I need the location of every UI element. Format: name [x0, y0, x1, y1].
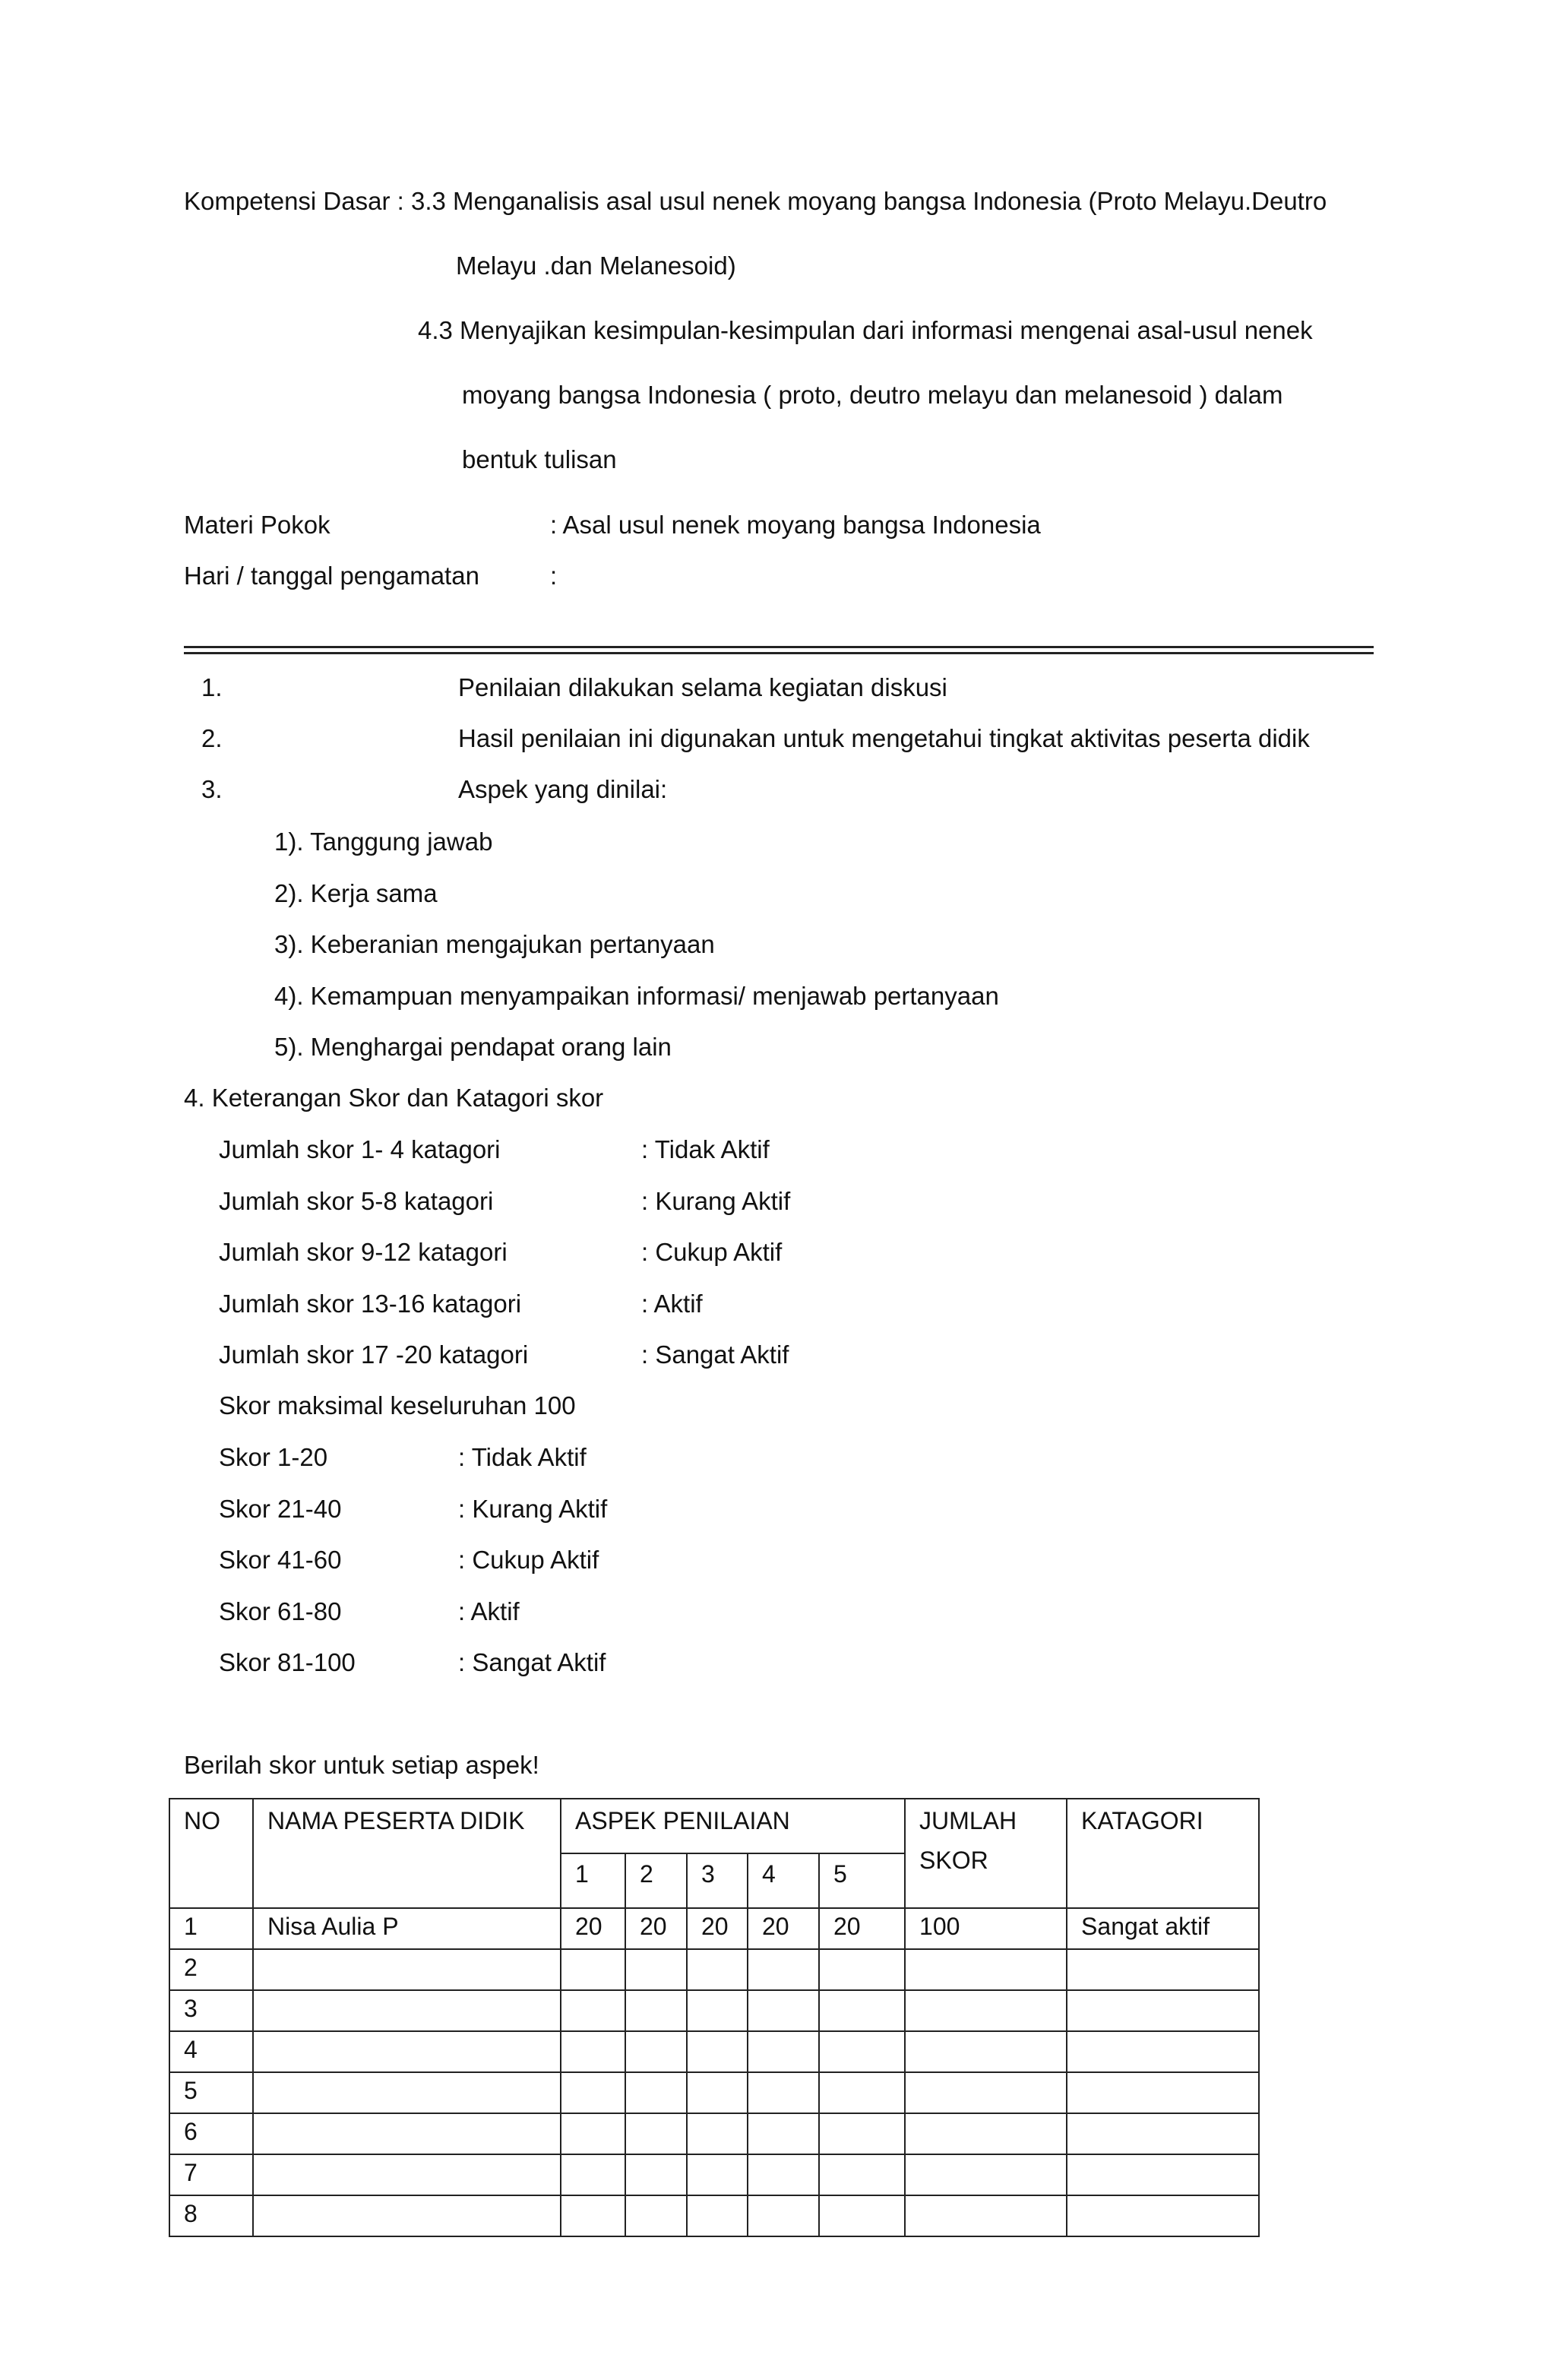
row-jumlah-cell: [905, 2072, 1067, 2113]
row-nama-cell: [253, 2113, 561, 2154]
row-katagori-cell: [1067, 2072, 1259, 2113]
header-aspek-1: 1: [561, 1853, 625, 1908]
category-value: : Kurang Aktif: [641, 1186, 791, 1215]
row-no-cell: 6: [169, 2113, 253, 2154]
table-row: [169, 2154, 1259, 2195]
range-value: : Tidak Aktif: [458, 1443, 587, 1471]
row-score-cell: [748, 2154, 819, 2195]
range-label: Skor 1-20: [219, 1443, 328, 1471]
range-label: Skor 81-100: [219, 1648, 356, 1676]
row-katagori-cell: [1067, 1949, 1259, 1990]
row-score-cell: [561, 2113, 625, 2154]
kompetensi-dasar-line: Kompetensi Dasar : 3.3 Menganalisis asal usul nenek moyang bangsa Indonesia (Proto Melayu.Deutro: [184, 187, 1327, 215]
row-no-cell: 8: [169, 2195, 253, 2236]
row-score-cell: [561, 1949, 625, 1990]
row-nama-cell: [253, 2031, 561, 2072]
row-score-cell: [687, 2195, 748, 2236]
row-score-cell: [748, 2031, 819, 2072]
divider-top-line: [184, 646, 1374, 648]
row-score-cell: 20: [819, 1908, 905, 1949]
hari-tanggal-value: :: [550, 562, 558, 590]
header-katagori: KATAGORI: [1067, 1799, 1259, 1908]
row-score-cell: [625, 2195, 687, 2236]
category-value: : Sangat Aktif: [641, 1340, 789, 1369]
row-jumlah-cell: [905, 1949, 1067, 1990]
category-label: Jumlah skor 5-8 katagori: [219, 1186, 494, 1215]
row-score-cell: [625, 1949, 687, 1990]
category-value: : Cukup Aktif: [641, 1238, 783, 1266]
row-score-cell: [819, 2031, 905, 2072]
category-label: Jumlah skor 1- 4 katagori: [219, 1135, 501, 1163]
row-score-cell: [819, 1949, 905, 1990]
hari-tanggal-label: Hari / tanggal pengamatan: [184, 562, 479, 590]
range-label: Skor 21-40: [219, 1494, 342, 1523]
row-score-cell: [687, 2154, 748, 2195]
row-no-cell: 3: [169, 1990, 253, 2031]
header-aspek-5: 5: [819, 1853, 905, 1908]
category-label: Jumlah skor 17 -20 katagori: [219, 1340, 529, 1369]
table-row: [169, 1990, 1259, 2031]
row-jumlah-cell: 100: [905, 1908, 1067, 1949]
max-score-note: Skor maksimal keseluruhan 100: [219, 1391, 576, 1419]
range-value: : Sangat Aktif: [458, 1648, 606, 1676]
row-katagori-cell: Sangat aktif: [1067, 1908, 1259, 1949]
row-score-cell: [687, 1990, 748, 2031]
row-score-cell: [748, 2195, 819, 2236]
row-score-cell: [748, 1990, 819, 2031]
row-score-cell: [561, 2154, 625, 2195]
row-jumlah-cell: [905, 2195, 1067, 2236]
aspect-item: 4). Kemampuan menyampaikan informasi/ menjawab pertanyaan: [274, 981, 999, 1010]
row-nama-cell: [253, 2195, 561, 2236]
row-jumlah-cell: [905, 2031, 1067, 2072]
divider-bottom-line: [184, 652, 1374, 654]
header-nama: NAMA PESERTA DIDIK: [253, 1799, 561, 1908]
instruction-text: Hasil penilaian ini digunakan untuk mengetahui tingkat aktivitas peserta didik: [458, 724, 1310, 752]
row-score-cell: [687, 2113, 748, 2154]
row-score-cell: [625, 2154, 687, 2195]
row-no-cell: 2: [169, 1949, 253, 1990]
row-jumlah-cell: [905, 1990, 1067, 2031]
kompetensi-dasar-line-2: Melayu .dan Melanesoid): [456, 252, 736, 280]
aspect-item: 2). Kerja sama: [274, 878, 438, 907]
range-value: : Aktif: [458, 1597, 520, 1625]
category-label: Jumlah skor 9-12 katagori: [219, 1238, 508, 1266]
instruction-number: 3.: [201, 775, 223, 803]
row-score-cell: [625, 2031, 687, 2072]
instruction-number: 2.: [201, 724, 223, 752]
kompetensi-4-3-line-3: bentuk tulisan: [462, 445, 617, 473]
table-row: [169, 2072, 1259, 2113]
row-score-cell: [819, 1990, 905, 2031]
category-label: Jumlah skor 13-16 katagori: [219, 1289, 522, 1318]
aspect-item: 5). Menghargai pendapat orang lain: [274, 1033, 672, 1061]
header-no: NO: [169, 1799, 253, 1908]
row-score-cell: [748, 2113, 819, 2154]
row-jumlah-cell: [905, 2113, 1067, 2154]
row-katagori-cell: [1067, 1990, 1259, 2031]
table-prompt: Berilah skor untuk setiap aspek!: [184, 1751, 539, 1779]
row-score-cell: [748, 2072, 819, 2113]
row-katagori-cell: [1067, 2195, 1259, 2236]
row-score-cell: [819, 2195, 905, 2236]
table-row: [169, 2031, 1259, 2072]
row-score-cell: [625, 2072, 687, 2113]
header-jumlah-line-2: SKOR: [919, 1847, 988, 1874]
row-score-cell: 20: [687, 1908, 748, 1949]
table-row: [169, 2113, 1259, 2154]
row-katagori-cell: [1067, 2031, 1259, 2072]
category-value: : Aktif: [641, 1289, 703, 1318]
row-score-cell: [748, 1949, 819, 1990]
row-katagori-cell: [1067, 2154, 1259, 2195]
row-score-cell: [625, 2113, 687, 2154]
category-value: : Tidak Aktif: [641, 1135, 770, 1163]
range-label: Skor 41-60: [219, 1546, 342, 1574]
header-aspek-3: 3: [687, 1853, 748, 1908]
range-label: Skor 61-80: [219, 1597, 342, 1625]
row-nama-cell: [253, 2072, 561, 2113]
header-aspek-penilaian: ASPEK PENILAIAN: [561, 1799, 905, 1853]
row-no-cell: 5: [169, 2072, 253, 2113]
row-score-cell: [561, 2031, 625, 2072]
row-score-cell: [819, 2072, 905, 2113]
row-score-cell: [687, 2031, 748, 2072]
row-score-cell: [819, 2113, 905, 2154]
row-score-cell: 20: [625, 1908, 687, 1949]
row-score-cell: [687, 1949, 748, 1990]
row-no-cell: 1: [169, 1908, 253, 1949]
row-no-cell: 7: [169, 2154, 253, 2195]
assessment-table: [169, 1798, 1260, 2237]
score-section-title: 4. Keterangan Skor dan Katagori skor: [184, 1084, 604, 1112]
table-row: [169, 1908, 1259, 1949]
row-score-cell: [561, 2072, 625, 2113]
range-value: : Kurang Aktif: [458, 1494, 608, 1523]
header-aspek-4: 4: [748, 1853, 819, 1908]
instruction-text: Aspek yang dinilai:: [458, 775, 668, 803]
row-no-cell: 4: [169, 2031, 253, 2072]
header-jumlah-skor: [905, 1799, 1067, 1908]
row-score-cell: [625, 1990, 687, 2031]
aspect-item: 3). Keberanian mengajukan pertanyaan: [274, 930, 715, 958]
row-nama-cell: [253, 2154, 561, 2195]
row-nama-cell: [253, 1990, 561, 2031]
row-score-cell: [561, 1990, 625, 2031]
instruction-text: Penilaian dilakukan selama kegiatan diskusi: [458, 673, 947, 701]
row-nama-cell: Nisa Aulia P: [253, 1908, 561, 1949]
kompetensi-4-3-line-2: moyang bangsa Indonesia ( proto, deutro melayu dan melanesoid ) dalam: [462, 381, 1283, 409]
table-row: [169, 1949, 1259, 1990]
row-score-cell: 20: [561, 1908, 625, 1949]
header-aspek-2: 2: [625, 1853, 687, 1908]
row-nama-cell: [253, 1949, 561, 1990]
instruction-number: 1.: [201, 673, 223, 701]
header-jumlah-line-1: JUMLAH: [919, 1807, 1017, 1834]
aspect-item: 1). Tanggung jawab: [274, 828, 493, 856]
row-score-cell: 20: [748, 1908, 819, 1949]
row-jumlah-cell: [905, 2154, 1067, 2195]
row-score-cell: [687, 2072, 748, 2113]
row-katagori-cell: [1067, 2113, 1259, 2154]
row-score-cell: [819, 2154, 905, 2195]
materi-pokok-value: : Asal usul nenek moyang bangsa Indonesia: [550, 511, 1041, 539]
table-row: [169, 2195, 1259, 2236]
materi-pokok-label: Materi Pokok: [184, 511, 330, 539]
row-score-cell: [561, 2195, 625, 2236]
kompetensi-4-3-line-1: 4.3 Menyajikan kesimpulan-kesimpulan dari informasi mengenai asal-usul nenek: [418, 316, 1313, 344]
range-value: : Cukup Aktif: [458, 1546, 599, 1574]
